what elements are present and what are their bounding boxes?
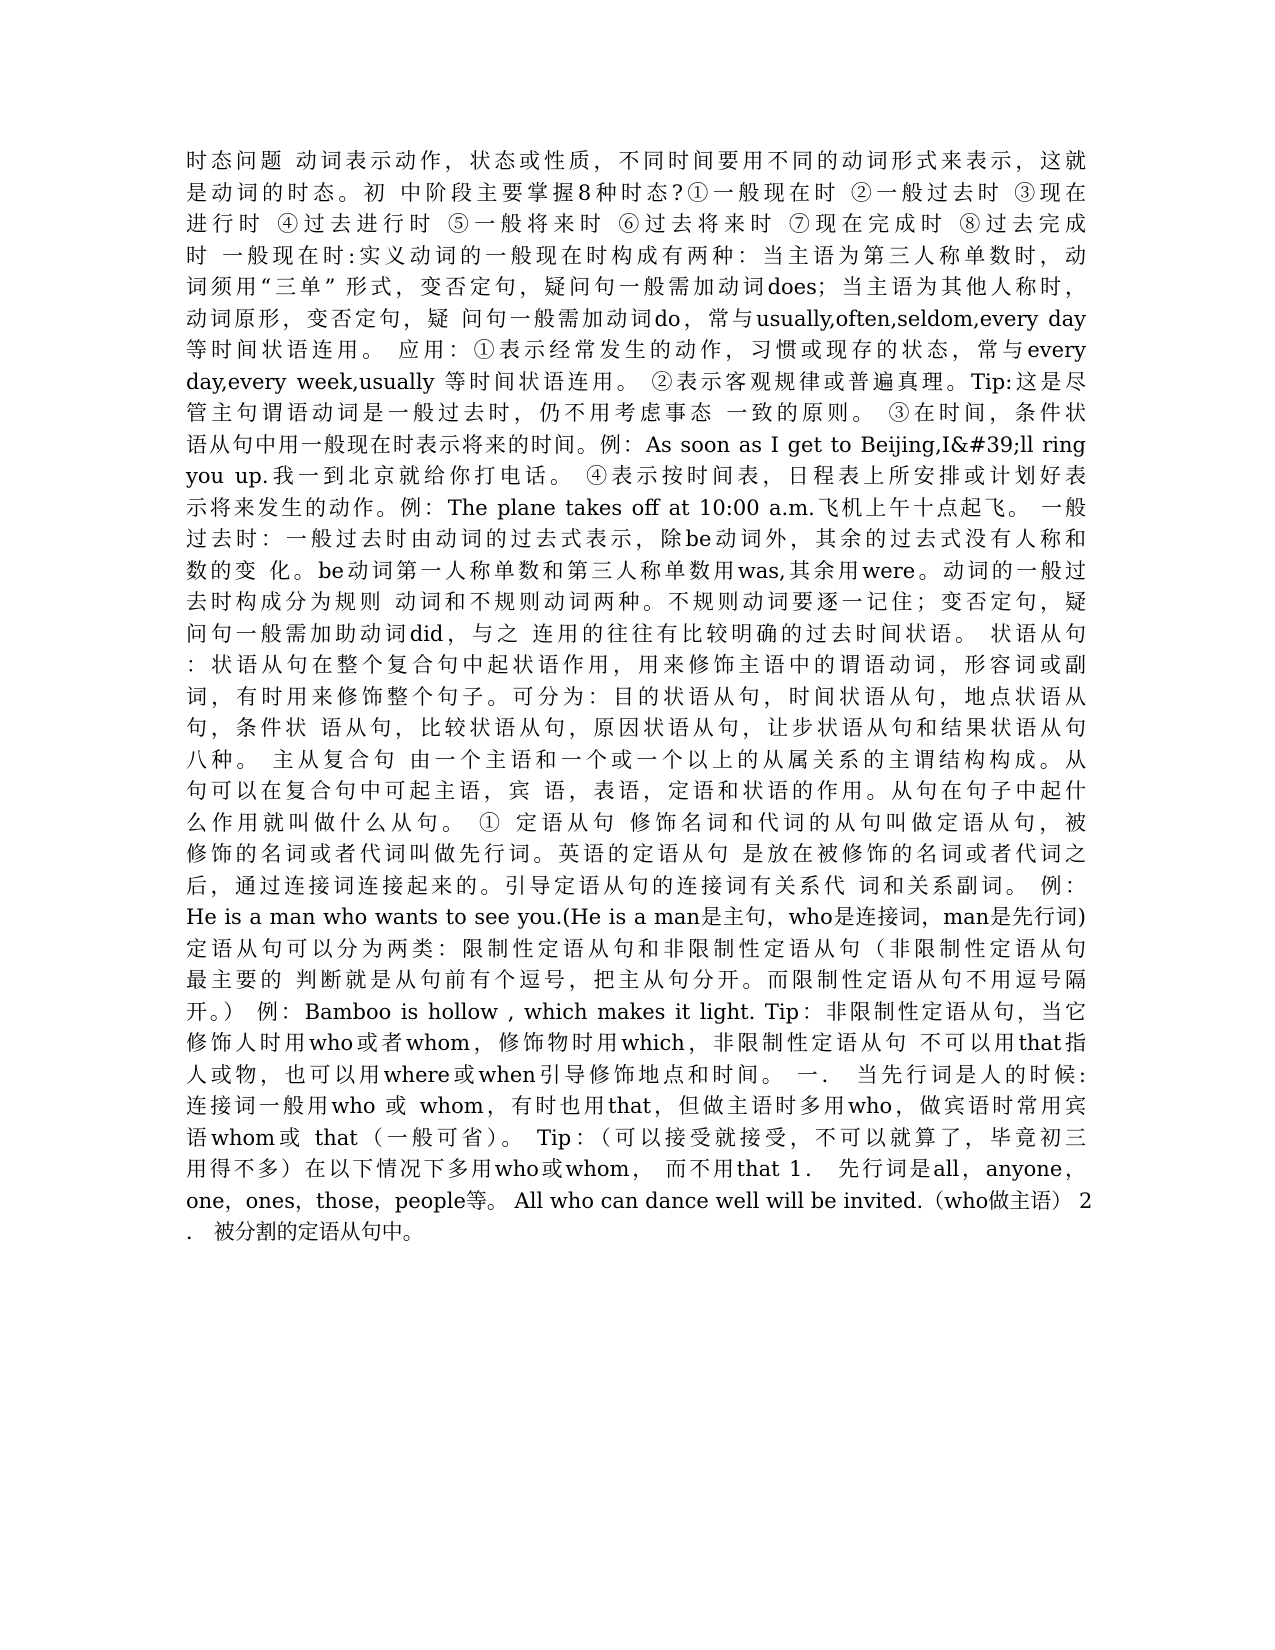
text-line: you up.我一到北京就给你打电话。 ④表示按时间表，日程表上所安排或计划好表 bbox=[186, 464, 1086, 488]
text-line: 问句一般需加助动词did，与之 连用的往往有比较明确的过去时间状语。 状语从句 bbox=[186, 621, 1086, 646]
text-line: 动词原形，变否定句，疑 问句一般需加动词do，常与usually,often,seldom,every day bbox=[186, 306, 1086, 331]
text-line: 连接词一般用who 或 whom，有时也用that，但做主语时多用who，做宾语时常用宾 bbox=[186, 1094, 1086, 1118]
text-line: 语whom或 that（一般可省）。 Tip：（可以接受就接受，不可以就算了，毕竟初三 bbox=[186, 1125, 1086, 1150]
text-line: 示将来发生的动作。例：The plane takes off at 10:00 a.m.飞机上午十点起飞。 一般 bbox=[186, 495, 1086, 520]
text-line: He is a man who wants to see you.(He is a man是主句，who是连接词，man是先行词) bbox=[186, 905, 1086, 929]
text-line: 时态问题 动词表示动作，状态或性质，不同时间要用不同的动词形式来表示，这就 bbox=[186, 149, 1086, 173]
text-line: 词须用“三单” 形式，变否定句，疑问句一般需加动词does；当主语为其他人称时， bbox=[186, 275, 1086, 299]
text-line: 最主要的 判断就是从句前有个逗号，把主从句分开。而限制性定语从句不用逗号隔 bbox=[186, 968, 1086, 992]
text-line: 语从句中用一般现在时表示将来的时间。例：As soon as I get to Beijing,I&#39;ll ring bbox=[186, 432, 1086, 457]
text-line: 进行时 ④过去进行时 ⑤一般将来时 ⑥过去将来时 ⑦现在完成时 ⑧过去完成 bbox=[186, 212, 1086, 236]
text-line: 时 一般现在时:实义动词的一般现在时构成有两种：当主语为第三人称单数时，动 bbox=[186, 243, 1086, 268]
text-line: one，ones，those，people等。 All who can dance well will be invited.（who做主语） 2 bbox=[186, 1188, 1093, 1213]
text-line: 管主句谓语动词是一般过去时，仍不用考虑事态 一致的原则。 ③在时间，条件状 bbox=[186, 401, 1086, 425]
text-line: 句可以在复合句中可起主语，宾 语，表语，定语和状语的作用。从句在句子中起什 bbox=[186, 779, 1086, 803]
text-line: 是动词的时态。初 中阶段主要掌握8种时态?①一般现在时 ②一般过去时 ③现在 bbox=[186, 180, 1086, 205]
text-line: day,every week,usually 等时间状语连用。 ②表示客观规律或普遍真理。Tip:这是尽 bbox=[186, 369, 1086, 394]
text-line: 修饰人时用who或者whom，修饰物时用which，非限制性定语从句 不可以用that指 bbox=[186, 1031, 1086, 1055]
text-line: 人或物，也可以用where或when引导修饰地点和时间。 一． 当先行词是人的时候: bbox=[186, 1062, 1086, 1087]
text-line: 修饰的名词或者代词叫做先行词。英语的定语从句 是放在被修饰的名词或者代词之 bbox=[186, 842, 1086, 866]
text-line: 数的变 化。be动词第一人称单数和第三人称单数用was,其余用were。动词的一般过 bbox=[186, 558, 1086, 583]
text-line: 定语从句可以分为两类：限制性定语从句和非限制性定语从句（非限制性定语从句 bbox=[186, 936, 1086, 961]
text-line: 去时构成分为规则 动词和不规则动词两种。不规则动词要逐一记住；变否定句，疑 bbox=[186, 590, 1086, 614]
text-line: 么作用就叫做什么从句。 ① 定语从句 修饰名词和代词的从句叫做定语从句，被 bbox=[186, 810, 1086, 835]
text-line: ：状语从句在整个复合句中起状语作用，用来修饰主语中的谓语动词，形容词或副 bbox=[186, 653, 1086, 677]
text-line: 八种。 主从复合句 由一个主语和一个或一个以上的从属关系的主谓结构构成。从 bbox=[186, 747, 1086, 772]
text-line: 过去时：一般过去时由动词的过去式表示，除be动词外，其余的过去式没有人称和 bbox=[186, 527, 1086, 551]
text-line: 用得不多）在以下情况下多用who或whom， 而不用that 1． 先行词是all，anyone， bbox=[186, 1157, 1086, 1181]
text-line: ． 被分割的定语从句中。 bbox=[186, 1220, 424, 1244]
text-line: 开。） 例：Bamboo is hollow , which makes it light. Tip：非限制性定语从句，当它 bbox=[186, 999, 1086, 1024]
text-line: 词，有时用来修饰整个句子。可分为：目的状语从句，时间状语从句，地点状语从 bbox=[186, 684, 1086, 709]
text-line: 等时间状语连用。 应用：①表示经常发生的动作，习惯或现存的状态，常与every bbox=[186, 338, 1086, 362]
text-line: 后，通过连接词连接起来的。引导定语从句的连接词有关系代 词和关系副词。 例： bbox=[186, 873, 1086, 898]
text-line: 句，条件状 语从句，比较状语从句，原因状语从句，让步状语从句和结果状语从句 bbox=[186, 716, 1086, 740]
body-text bbox=[186, 146, 1093, 1249]
